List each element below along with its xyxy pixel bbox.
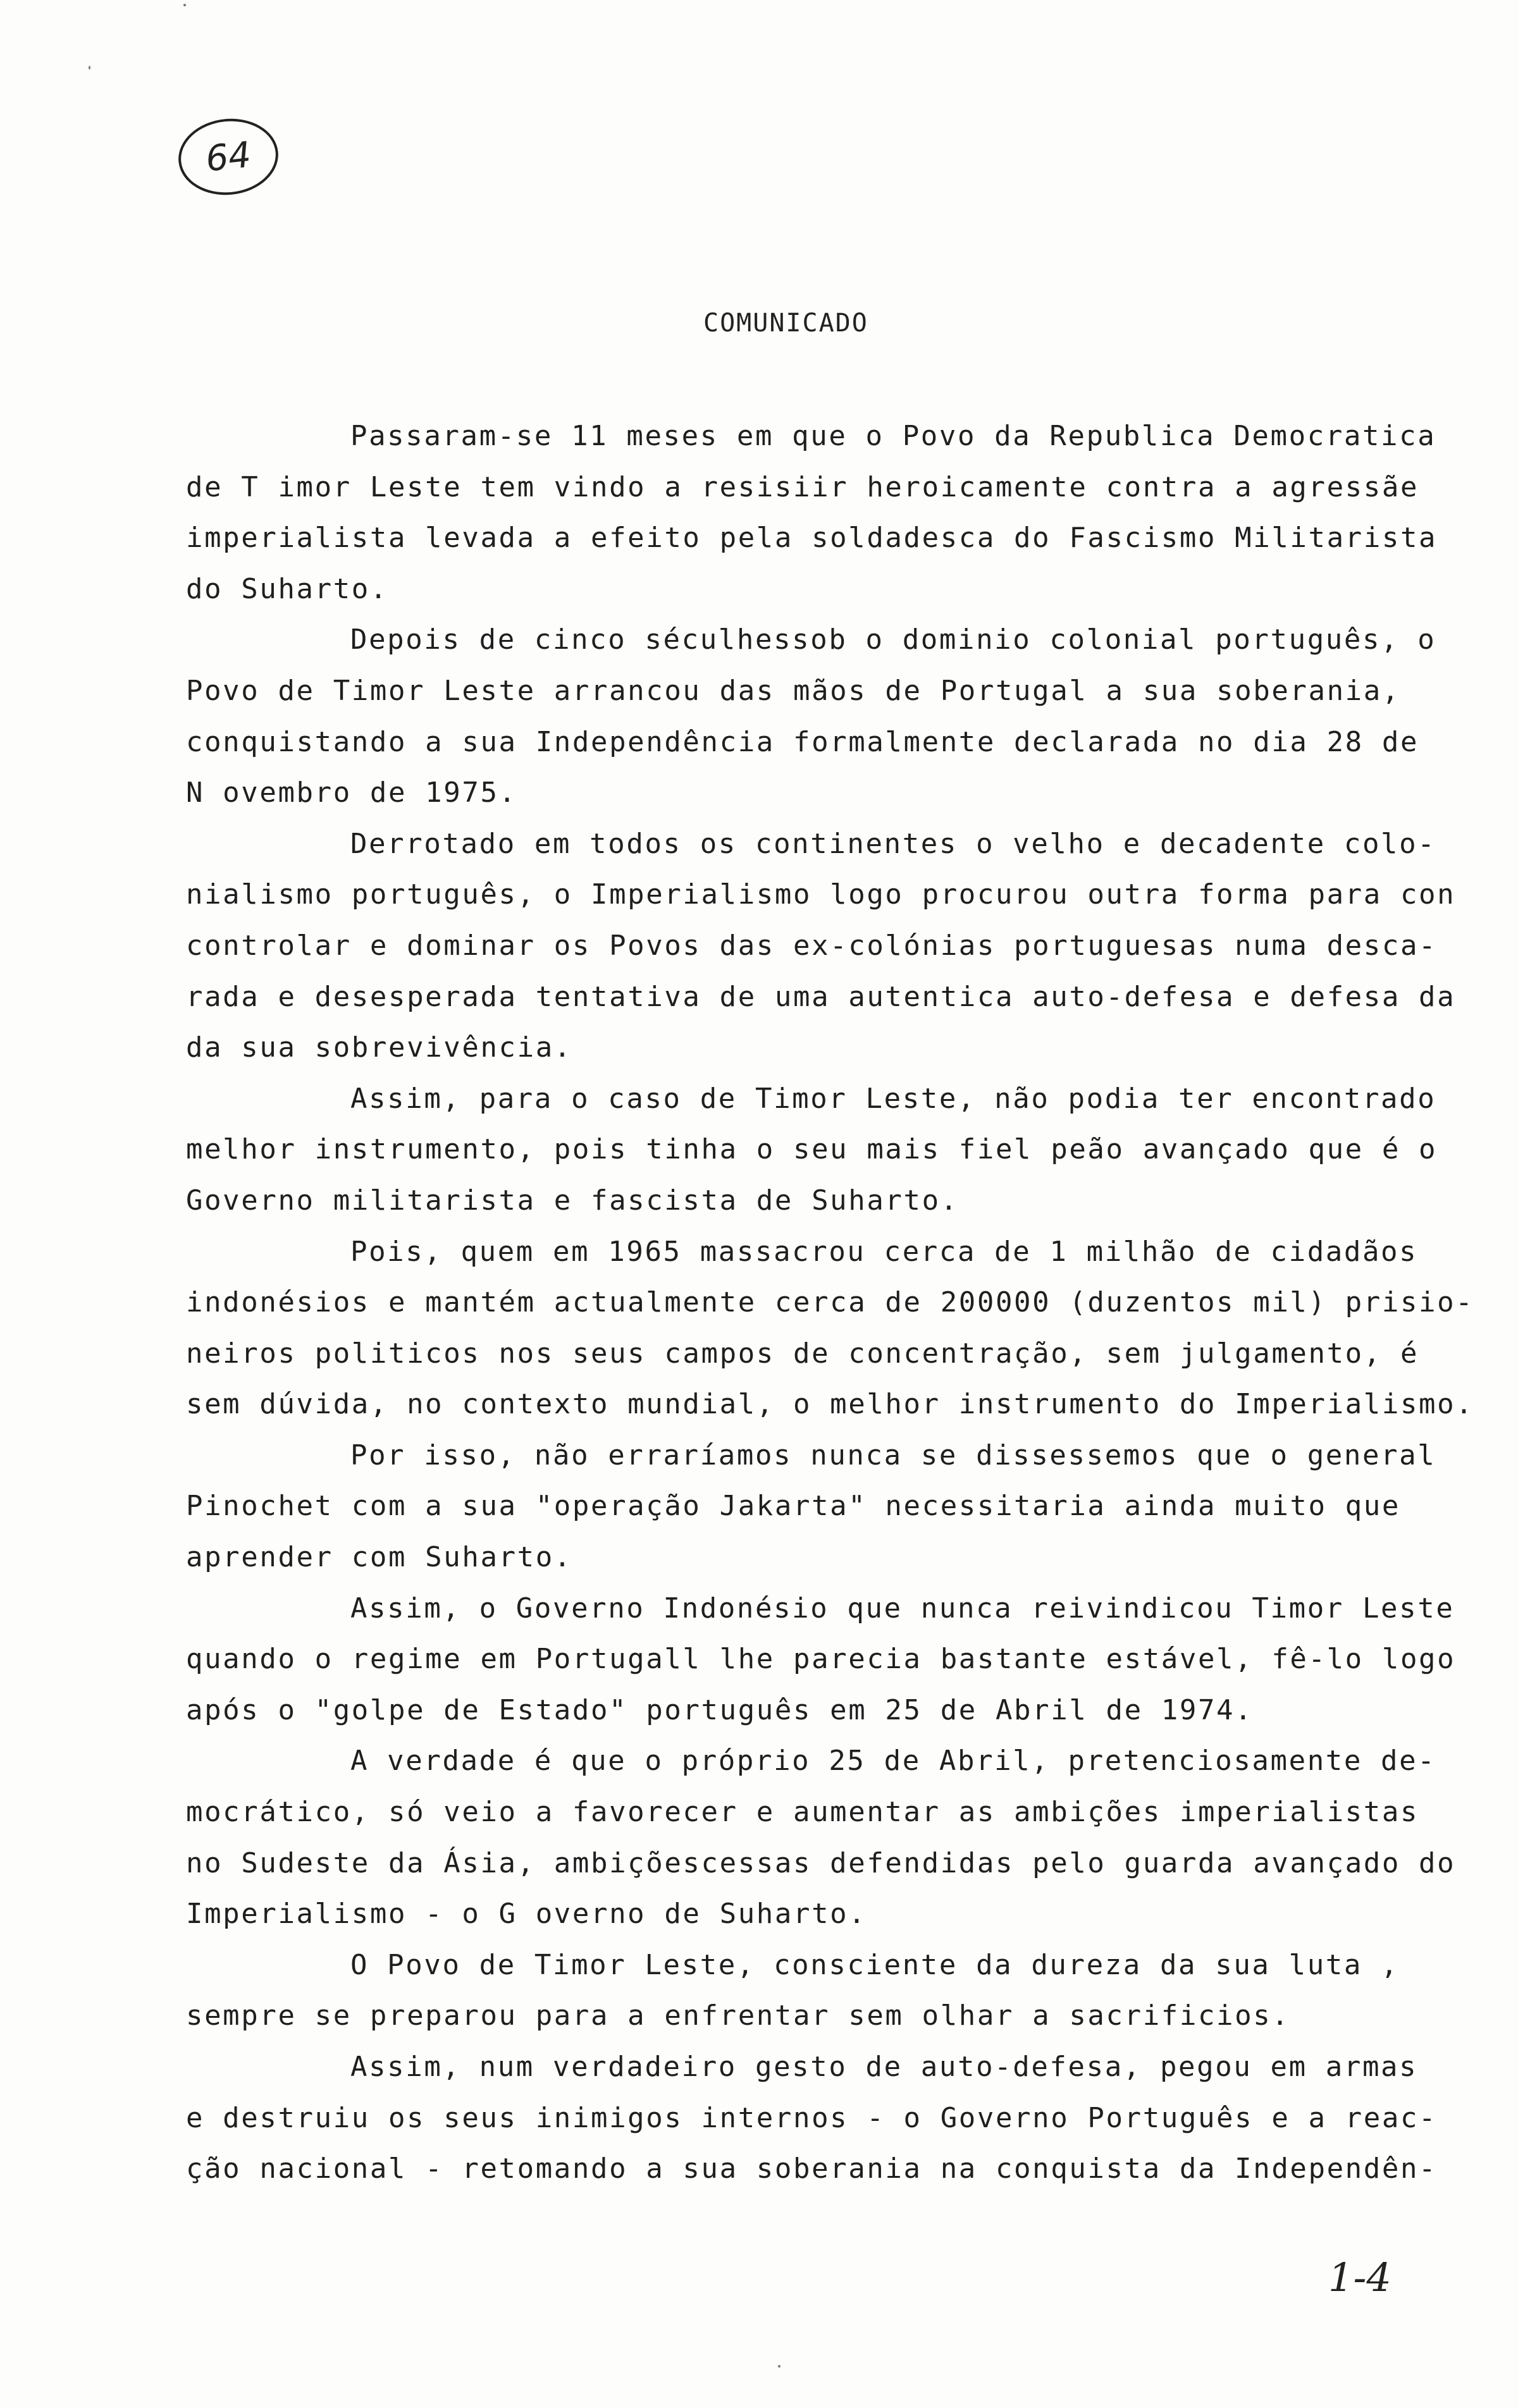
paragraph-3: Derrotado em todos os continentes o velho e decadente colo- nialismo português, o Imperialismo logo procurou outra forma para con controlar e dominar os Povos das ex-colónias portuguesas numa desca- rada e desesperada tentativa de uma autentica auto-defesa e defesa da da sua sobrevivência. (186, 827, 1456, 1064)
paragraph-8: A verdade é que o próprio 25 de Abril, pretenciosamente de- mocrático, só veio a favorecer e aumentar as ambições imperialistas no Sudeste da Ásia, ambiçõescessas defendidas pelo guarda avançado do Imperialismo - o G overno de Suharto. (186, 1745, 1456, 1931)
paragraph-9: O Povo de Timor Leste, consciente da dureza da sua luta , sempre se preparou para a enfrentar sem olhar a sacrificios. (186, 1948, 1400, 2032)
paragraph-6: Por isso, não erraríamos nunca se dissessemos que o general Pinochet com a sua "operação Jakarta" necessitaria ainda muito que aprender com Suharto. (186, 1439, 1436, 1574)
paragraph-10: Assim, num verdadeiro gesto de auto-defesa, pegou em armas e destruiu os seus inimigos internos - o Governo Português e a reac- ção nacional - retomando a sua soberania na conquista da Independên- (186, 2051, 1438, 2185)
paragraph-4: Assim, para o caso de Timor Leste, não podia ter encontrado melhor instrumento, pois tinha o seu mais fiel peão avançado que é o Governo militarista e fascista de Suharto. (186, 1082, 1438, 1217)
paragraph-7: Assim, o Governo Indonésio que nunca reivindicou Timor Leste quando o regime em Portugall lhe parecia bastante estável, fê-lo logo após o "golpe de Estado" português em 25 de Abril de 1974. (186, 1592, 1456, 1726)
document-title: COMUNICADO (703, 309, 868, 338)
paragraph-5: Pois, quem em 1965 massacrou cerca de 1 milhão de cidadãos indonésios e mantém actualmente cerca de 200000 (duzentos mil) prisio- neiros politicos nos seus campos de concentração, sem julgamento, é sem dúvida, no contexto mundial, o melhor instrumento do Imperialismo. (186, 1235, 1474, 1421)
scan-speck (183, 4, 186, 6)
page-number-stamp: 64 (175, 114, 282, 200)
document-body (186, 411, 1476, 2195)
paragraph-2: Depois de cinco séculhessob o dominio colonial português, o Povo de Timor Leste arrancou das mãos de Portugal a sua soberania, conquistando a sua Independência formalmente declarada no dia 28 de N ovembro de 1975. (186, 624, 1436, 809)
handwritten-page-mark: 1-4 (1328, 2254, 1392, 2300)
scan-speck (778, 2365, 781, 2368)
scan-speck (89, 66, 90, 70)
paragraph-1: Passaram-se 11 meses em que o Povo da Republica Democratica de T imor Leste tem vindo a resisiir heroicamente contra a agressãe imperialista levada a efeito pela soldadesca do Fascismo Militarista do Suharto. (186, 420, 1438, 605)
